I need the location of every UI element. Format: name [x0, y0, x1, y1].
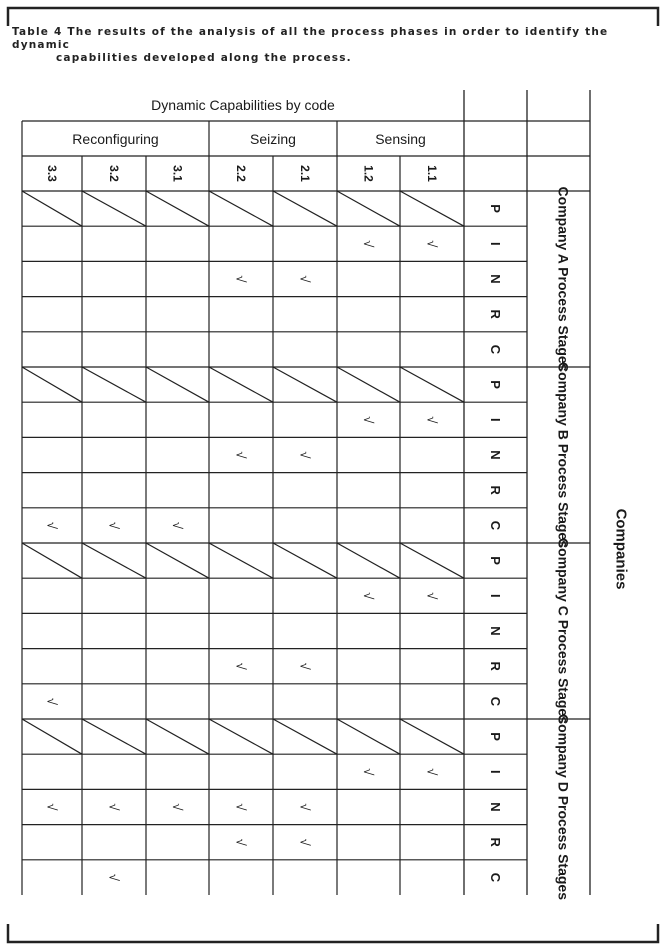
company-label: Company B Process Stages	[555, 362, 572, 548]
check-mark: √	[233, 838, 249, 846]
stage-label: P	[488, 204, 503, 213]
group-header-reconfiguring: Reconfiguring	[72, 131, 159, 147]
caption-line-1: Table 4 The results of the analysis of all the process phases in order to identify the dynamic	[12, 26, 609, 51]
check-mark: √	[297, 275, 313, 283]
check-mark: √	[233, 662, 249, 670]
check-mark: √	[424, 592, 440, 600]
stage-label: C	[488, 520, 503, 531]
stage-label: R	[488, 837, 503, 847]
stage-label: R	[488, 485, 503, 495]
stage-label: N	[488, 626, 503, 636]
na-diagonal	[273, 719, 337, 754]
check-mark: √	[106, 803, 122, 811]
group-header-seizing: Seizing	[250, 131, 296, 147]
stage-label: I	[488, 417, 503, 422]
na-diagonal	[400, 719, 464, 754]
na-diagonal	[146, 719, 209, 754]
capabilities-table	[22, 90, 630, 900]
code-header: 1.2	[361, 165, 376, 182]
na-diagonal	[209, 719, 273, 754]
check-mark: √	[361, 592, 376, 600]
na-diagonal	[273, 367, 337, 402]
code-header: 3.3	[45, 165, 59, 182]
code-header: 1.1	[425, 165, 439, 182]
check-mark: √	[361, 240, 376, 248]
na-diagonal	[337, 191, 400, 226]
group-header-sensing: Sensing	[375, 131, 426, 147]
check-mark: √	[233, 803, 249, 811]
check-mark: √	[233, 275, 249, 283]
check-mark: √	[297, 451, 313, 459]
na-diagonal	[22, 367, 82, 402]
na-diagonal	[22, 543, 82, 578]
na-diagonal	[209, 367, 273, 402]
check-mark: √	[297, 838, 313, 846]
caption-line-2: capabilities developed along the process.	[56, 52, 352, 64]
stage-label: I	[488, 241, 503, 246]
na-diagonal	[146, 367, 209, 402]
stage-label: R	[488, 661, 503, 671]
na-diagonal	[400, 191, 464, 226]
check-mark: √	[424, 240, 440, 248]
code-header: 3.2	[107, 165, 121, 182]
na-diagonal	[82, 367, 146, 402]
check-mark: √	[297, 803, 313, 811]
na-diagonal	[22, 191, 82, 226]
check-mark: √	[44, 521, 60, 529]
check-mark: √	[44, 803, 60, 811]
stage-label: R	[488, 309, 503, 319]
check-mark: √	[297, 662, 313, 670]
company-label: Company A Process Stages	[555, 186, 572, 372]
stage-label: C	[488, 344, 503, 355]
check-mark: √	[361, 416, 376, 424]
na-diagonal	[146, 543, 209, 578]
company-label: Company C Process Stages	[555, 538, 572, 724]
check-mark: √	[170, 803, 185, 811]
na-diagonal	[82, 543, 146, 578]
check-mark: √	[361, 768, 376, 776]
na-diagonal	[273, 191, 337, 226]
check-mark: √	[424, 416, 440, 424]
na-diagonal	[82, 719, 146, 754]
code-header: 2.2	[234, 165, 248, 182]
stage-label: P	[488, 732, 503, 741]
stage-label: I	[488, 593, 503, 598]
na-diagonal	[337, 367, 400, 402]
check-mark: √	[233, 451, 249, 459]
stage-label: N	[488, 274, 503, 284]
stage-label: N	[488, 802, 503, 812]
dynamic-capabilities-header: Dynamic Capabilities by code	[151, 97, 335, 113]
stage-label: C	[488, 872, 503, 883]
na-diagonal	[22, 719, 82, 754]
check-mark: √	[106, 873, 122, 881]
na-diagonal	[209, 191, 273, 226]
frame-bottom-bracket	[8, 924, 658, 942]
check-mark: √	[170, 521, 185, 529]
stage-label: N	[488, 450, 503, 460]
na-diagonal	[400, 367, 464, 402]
stage-label: I	[488, 769, 503, 774]
companies-header: Companies	[612, 508, 630, 590]
company-label: Company D Process Stages	[555, 714, 572, 900]
na-diagonal	[209, 543, 273, 578]
stage-label: P	[488, 556, 503, 565]
na-diagonal	[337, 719, 400, 754]
na-diagonal	[146, 191, 209, 226]
na-diagonal	[273, 543, 337, 578]
na-diagonal	[337, 543, 400, 578]
check-mark: √	[424, 768, 440, 776]
stage-label: C	[488, 696, 503, 707]
check-mark: √	[44, 697, 60, 705]
frame-top-bracket	[8, 8, 658, 26]
code-header: 2.1	[298, 165, 312, 182]
check-mark: √	[106, 521, 122, 529]
na-diagonal	[82, 191, 146, 226]
stage-label: P	[488, 380, 503, 389]
na-diagonal	[400, 543, 464, 578]
code-header: 3.1	[170, 165, 185, 182]
